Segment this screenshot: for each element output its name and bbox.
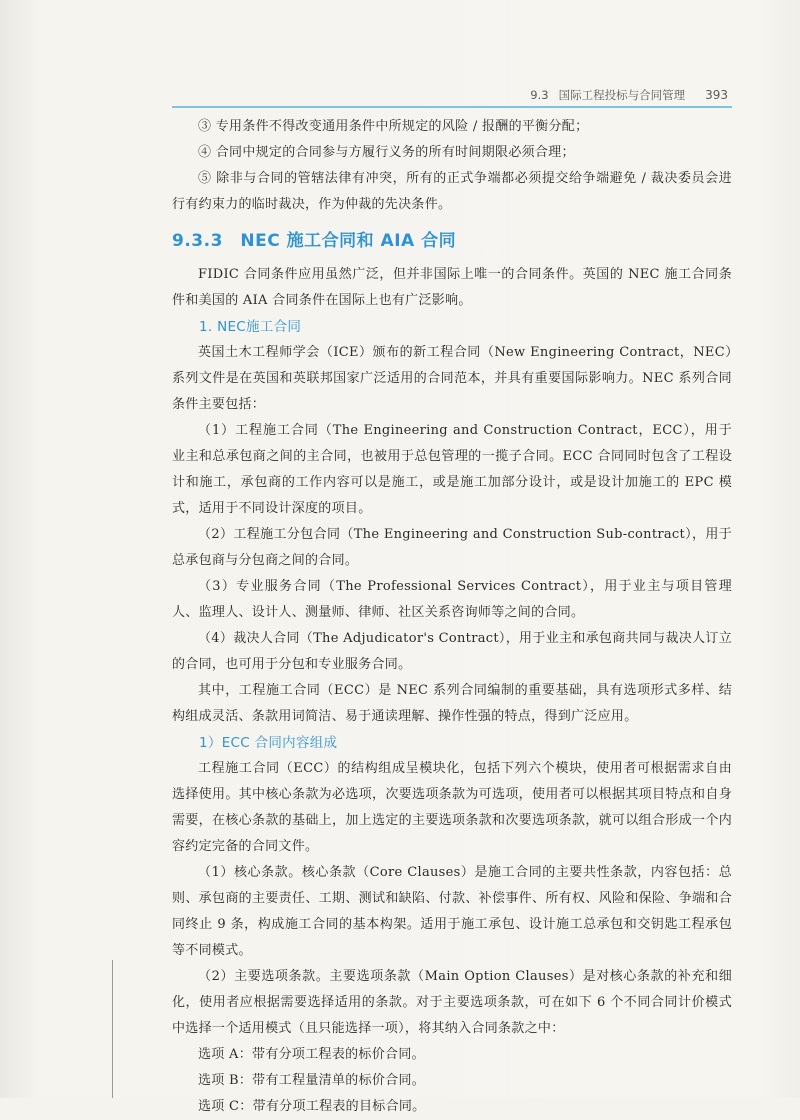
header-chapter-title: 国际工程投标与合同管理: [558, 88, 686, 102]
paragraph: ④ 合同中规定的合同参与方履行义务的所有时间期限必须合理；: [198, 145, 575, 160]
option-item: 选项 C：带有分项工程表的目标合同。: [198, 1099, 426, 1114]
header-section-number: 9.3: [530, 88, 549, 102]
paragraph: （2）工程施工分包合同（The Engineering and Construction Sub-contract），用于总承包商与分包商之间的合同。: [172, 527, 732, 568]
page-number: 393: [705, 88, 728, 102]
intro-paragraph: FIDIC 合同条件应用虽然广泛，但并非国际上唯一的合同条件。英国的 NEC 施工合同条件和美国的 AIA 合同条件在国际上也有广泛影响。: [172, 267, 732, 308]
paragraph: （1）工程施工合同（The Engineering and Construction Contract，ECC），用于业主和总承包商之间的主合同，也被用于总包管理的一揽子合同。ECC 合同同时包含了工程设计和施工，承包商的工作内容可以是施工，或是施工加部分设计，或是设计加施工的 EPC 模式，适用于不同设计深度的项目。: [172, 423, 732, 516]
paragraph: （4）裁决人合同（The Adjudicator's Contract），用于业主和承包商共同与裁决人订立的合同，也可用于分包和专业服务合同。: [172, 631, 732, 672]
paragraph: 工程施工合同（ECC）的结构组成呈模块化，包括下列六个模块，使用者可根据需求自由选择使用。其中核心条款为必选项，次要选项条款为可选项，使用者可以根据其项目特点和自身需要，在核心条款的基础上，加上选定的主要选项条款和次要选项条款，就可以组合形成一个内容约定完备的合同文件。: [172, 761, 732, 854]
paragraph: ③ 专用条件不得改变通用条件中所规定的风险 / 报酬的平衡分配；: [198, 119, 589, 134]
binding-shadow: [112, 960, 113, 1098]
page-body: [172, 114, 732, 1120]
paragraph: ⑤ 除非与合同的管辖法律有冲突，所有的正式争端都必须提交给争端避免 / 裁决委员会进行有约束力的临时裁决，作为仲裁的先决条件。: [172, 171, 732, 212]
paragraph: 其中，工程施工合同（ECC）是 NEC 系列合同编制的重要基础，具有选项形式多样、结构组成灵活、条款用词简洁、易于通读理解、操作性强的特点，得到广泛应用。: [172, 683, 732, 724]
subheading-ecc: 1）ECC 合同内容组成: [199, 735, 338, 751]
paragraph: （3）专业服务合同（The Professional Services Contract），用于业主与项目管理人、监理人、设计人、测量师、律师、社区关系咨询师等之间的合同。: [172, 579, 732, 620]
header-rule: [172, 106, 732, 108]
option-item: 选项 A：带有分项工程表的标价合同。: [198, 1047, 425, 1062]
paragraph: （2）主要选项条款。主要选项条款（Main Option Clauses）是对核心条款的补充和细化，使用者应根据需要选择适用的条款。对于主要选项条款，可在如下 6 个不同合同计价模式中选择一个适用模式（且只能选择一项），将其纳入合同条款之中：: [172, 969, 732, 1036]
section-heading: 9.3.3 NEC 施工合同和 AIA 合同: [172, 231, 457, 251]
option-item: 选项 B：带有工程量清单的标价合同。: [198, 1073, 426, 1088]
running-header: [172, 84, 728, 106]
paragraph: （1）核心条款。核心条款（Core Clauses）是施工合同的主要共性条款，内容包括：总则、承包商的主要责任、工期、测试和缺陷、付款、补偿事件、所有权、风险和保险、争端和合同终止 9 条，构成施工合同的基本构架。适用于施工承包、设计施工总承包和交钥匙工程承包等不同模式。: [172, 865, 732, 958]
subheading-nec: 1. NEC施工合同: [199, 319, 302, 335]
paragraph: 英国土木工程师学会（ICE）颁布的新工程合同（New Engineering Contract，NEC）系列文件是在英国和英联邦国家广泛适用的合同范本，并具有重要国际影响力。NEC 系列合同条件主要包括：: [172, 345, 732, 412]
